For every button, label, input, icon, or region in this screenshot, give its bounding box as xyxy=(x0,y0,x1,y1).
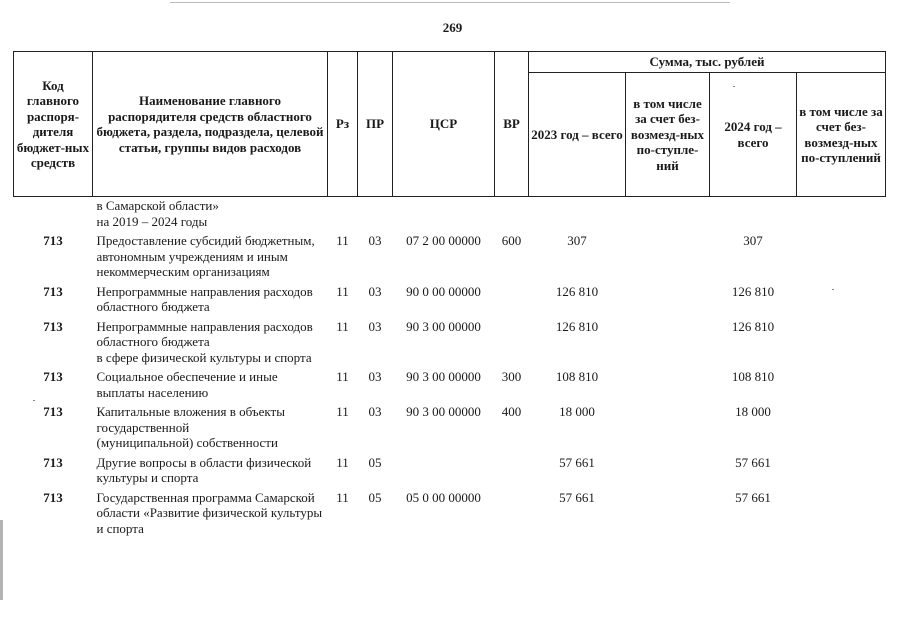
cell-pr: 03 xyxy=(368,318,382,334)
cell-2024-grants xyxy=(797,282,886,317)
cell-2024-grants xyxy=(797,231,886,282)
header-code: Код главного распоря-дителя бюджет-ных средств xyxy=(14,52,93,197)
cell-rz: 11 xyxy=(336,489,349,505)
table-row xyxy=(14,367,886,402)
cell-2023-grants xyxy=(626,231,710,282)
cell-2024-total: 57 661 xyxy=(735,489,771,505)
cell-vr xyxy=(495,488,529,539)
scan-speck xyxy=(733,86,735,87)
cell-2024-grants xyxy=(797,453,886,488)
cell-2023-grants xyxy=(626,317,710,368)
cell-code: 713 xyxy=(43,454,63,470)
cell-vr: 300 xyxy=(501,369,522,384)
cell-rz: 11 xyxy=(336,404,349,419)
cell-2024-total: 18 000 xyxy=(735,404,771,419)
table-row xyxy=(14,231,886,282)
cell-2023-total: 18 000 xyxy=(559,404,595,419)
table-row xyxy=(14,453,886,488)
cell-2024-total: 126 810 xyxy=(731,283,775,299)
cell-code: 713 xyxy=(43,233,63,248)
cell-csr xyxy=(393,197,495,232)
cell-pr: 03 xyxy=(368,404,382,419)
cell-name: Непрограммные направления расходов областного бюджета xyxy=(96,283,313,314)
header-2023-grants: в том числе за счет без-возмезд-ных по-ступле-ний xyxy=(626,73,710,197)
cell-2023-grants xyxy=(626,282,710,317)
table-body xyxy=(14,197,886,539)
cell-2023-grants xyxy=(626,488,710,539)
header-pr: ПР xyxy=(358,52,393,197)
cell-pr: 05 xyxy=(368,454,382,470)
table-row xyxy=(14,488,886,539)
cell-csr: 90 3 00 00000 xyxy=(406,404,481,419)
cell-rz xyxy=(328,197,358,232)
cell-csr: 90 0 00 00000 xyxy=(406,283,481,299)
cell-2023-grants xyxy=(626,453,710,488)
cell-pr: 05 xyxy=(368,489,382,505)
cell-2024-grants xyxy=(797,197,886,232)
cell-2023-total: 57 661 xyxy=(559,454,595,470)
cell-2023-total: 57 661 xyxy=(559,489,595,505)
cell-name: Непрограммные направления расходов областного бюджета в сфере физической культуры и спорта xyxy=(96,318,313,365)
cell-2024-total: 307 xyxy=(743,233,763,248)
cell-vr xyxy=(495,453,529,488)
cell-rz: 11 xyxy=(336,369,349,384)
table-row xyxy=(14,402,886,453)
cell-rz: 11 xyxy=(336,233,349,248)
cell-name: Предоставление субсидий бюджетным, автономным учреждениям и иным некоммерческим организациям xyxy=(96,233,315,279)
cell-2024-total xyxy=(710,197,797,232)
cell-code: 713 xyxy=(43,283,63,299)
cell-vr xyxy=(495,317,529,368)
cell-pr: 03 xyxy=(368,233,382,248)
header-csr: ЦСР xyxy=(393,52,495,197)
cell-2024-total: 126 810 xyxy=(731,318,775,334)
page-number: 269 xyxy=(442,20,463,35)
cell-code: 713 xyxy=(43,369,63,384)
cell-csr: 90 3 00 00000 xyxy=(406,318,481,334)
cell-csr: 90 3 00 00000 xyxy=(406,369,481,384)
cell-code xyxy=(14,197,93,232)
cell-2023-total: 307 xyxy=(567,233,587,248)
scan-speck xyxy=(33,400,35,401)
cell-csr xyxy=(393,453,495,488)
header-2023-total: 2023 год – всего xyxy=(529,73,626,197)
cell-vr: 400 xyxy=(501,404,522,419)
scan-edge-mark xyxy=(0,520,3,600)
cell-2023-grants xyxy=(626,367,710,402)
budget-table xyxy=(13,51,886,538)
top-edge-rule xyxy=(170,2,730,3)
cell-2024-total: 108 810 xyxy=(731,369,775,384)
cell-code: 713 xyxy=(43,489,63,505)
cell-name: Другие вопросы в области физической культуры и спорта xyxy=(96,454,312,485)
cell-csr: 05 0 00 00000 xyxy=(406,489,481,505)
header-vr: ВР xyxy=(495,52,529,197)
header-rz: Рз xyxy=(328,52,358,197)
cell-2023-grants xyxy=(626,402,710,453)
cell-2023-total: 108 810 xyxy=(555,369,599,384)
header-row-top xyxy=(14,52,886,73)
cell-2024-grants xyxy=(797,317,886,368)
cell-vr xyxy=(495,197,529,232)
cell-code: 713 xyxy=(43,404,63,419)
cell-2023-total: 126 810 xyxy=(555,318,599,334)
cell-name: в Самарской области» на 2019 – 2024 годы xyxy=(96,198,219,229)
header-2024-grants: в том числе за счет без-возмезд-ных по-ступлений xyxy=(797,73,886,197)
cell-2023-grants xyxy=(626,197,710,232)
cell-pr xyxy=(358,197,393,232)
cell-2024-grants xyxy=(797,402,886,453)
cell-2023-total: 126 810 xyxy=(555,283,599,299)
header-sum: Сумма, тыс. рублей xyxy=(529,52,886,73)
cell-vr xyxy=(495,282,529,317)
cell-pr: 03 xyxy=(368,283,382,299)
cell-vr: 600 xyxy=(501,233,522,248)
cell-2023-total xyxy=(529,197,626,232)
table-row xyxy=(14,197,886,232)
table-row xyxy=(14,282,886,317)
cell-name: Государственная программа Самарской области «Развитие физической культуры и спорта xyxy=(96,489,323,536)
header-name: Наименование главного распорядителя средств областного бюджета, раздела, подраздела, целевой статьи, группы видов расходов xyxy=(93,52,328,197)
cell-name: Капитальные вложения в объекты государственной (муниципальной) собственности xyxy=(96,404,285,450)
cell-2024-grants xyxy=(797,367,886,402)
cell-rz: 11 xyxy=(336,283,349,299)
header-2024-total: 2024 год – всего xyxy=(710,73,797,197)
cell-name: Социальное обеспечение и иные выплаты населению xyxy=(96,369,278,400)
cell-pr: 03 xyxy=(368,369,382,384)
cell-2024-grants xyxy=(797,488,886,539)
cell-rz: 11 xyxy=(336,318,349,334)
cell-2024-total: 57 661 xyxy=(735,454,771,470)
table-header xyxy=(14,52,886,197)
cell-code: 713 xyxy=(43,318,63,334)
cell-csr: 07 2 00 00000 xyxy=(406,233,481,248)
table-row xyxy=(14,317,886,368)
cell-rz: 11 xyxy=(336,454,349,470)
scan-speck xyxy=(832,289,834,290)
